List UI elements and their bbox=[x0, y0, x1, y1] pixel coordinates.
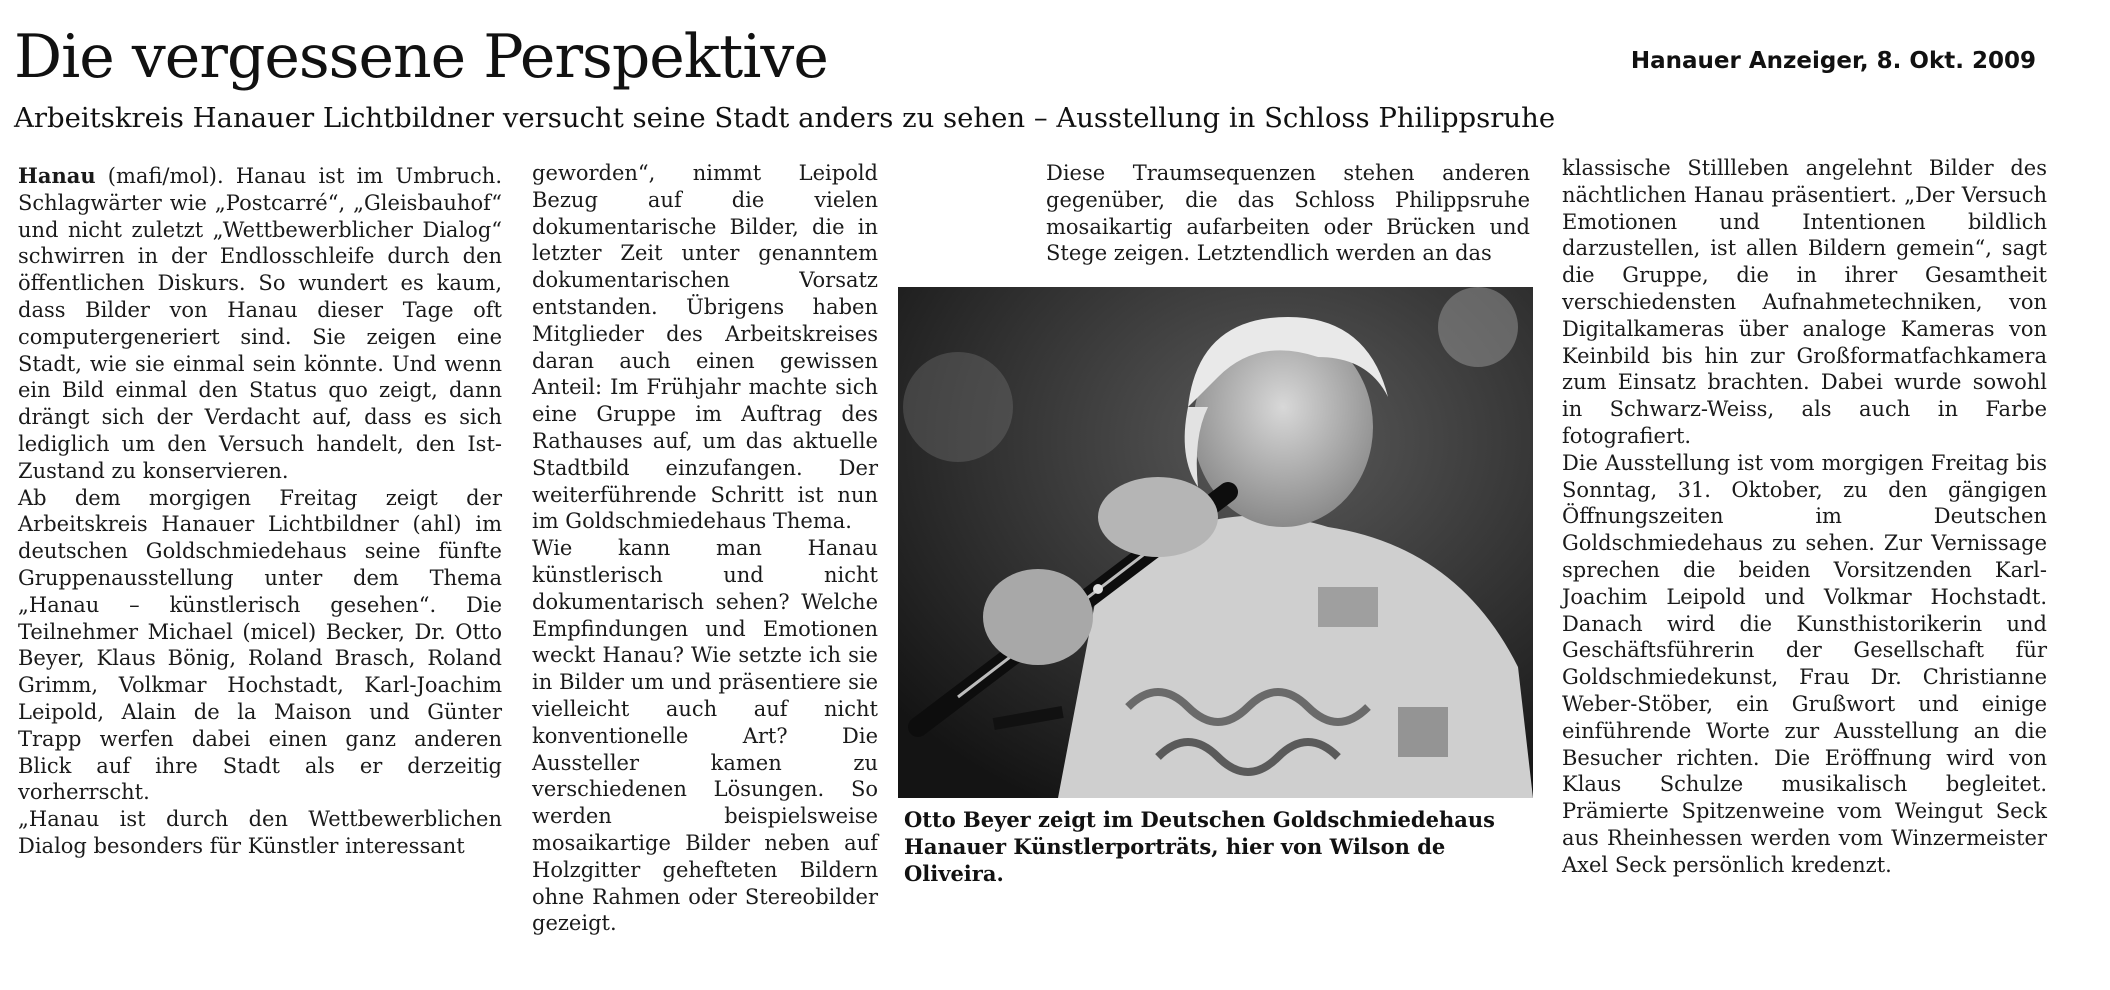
paragraph: klassische Stillleben angelehnt Bilder des nächtlichen Hanau präsentiert. „Der Versuch Emotionen und Intentionen bildlich darzustellen, ist allen Bildern gemein“, sagt die Gruppe, die in ihrer Gesamtheit verschiedensten Aufnahmetechniken, von Digitalkameras über analoge Kameras von Keinbild bis hin zur Großformatfachkamera zum Einsatz brachten. Dabei wurde sowohl in Schwarz-Weiss, als auch in Farbe fotografiert. bbox=[1562, 156, 2047, 448]
article-column-1 bbox=[18, 163, 502, 860]
photo-caption: Otto Beyer zeigt im Deutschen Goldschmiedehaus Hanauer Künstlerporträts, hier von Wilson de Oliveira. bbox=[904, 807, 1495, 886]
headline: Die vergessene Perspektive bbox=[14, 22, 828, 92]
article-column-2 bbox=[532, 160, 878, 937]
paragraph-text: (mafi/mol). Hanau ist im Umbruch. Schlagwärter wie „Postcarré“, „Gleisbauhof“ und nicht zuletzt „Wettbewerblicher Dialog“ schwirren in der Endlosschleife durch den öffentlichen Diskurs. So wundert es kaum, dass Bilder von Hanau dieser Tage oft computergeneriert sind. Sie zeigen eine Stadt, wie sie einmal sein könnte. Und wenn ein Bild einmal den Status quo zeigt, dann drängt sich der Verdacht auf, dass es sich lediglich um den Versuch handelt, den Ist-Zustand zu konservieren. bbox=[18, 164, 502, 483]
paragraph bbox=[18, 163, 502, 485]
paragraph: Die Ausstellung ist vom morgigen Freitag bis Sonntag, 31. Oktober, zu den gängigen Öffnungszeiten im Deutschen Goldschmiedehaus zu sehen. Zur Vernissage sprechen die beiden Vorsitzenden Karl-Joachim Leipold und Volkmar Hochstadt. Danach wird die Kunsthistorikerin und Geschäftsführerin der Gesellschaft für Goldschmiedekunst, Frau Dr. Christianne Weber-Stöber, ein Grußwort und einige einführende Worte zur Ausstellung an die Besucher richten. Die Eröffnung wird von Klaus Schulze musikalisch begleitet. Prämierte Spitzenweine vom Weingut Seck aus Rheinhessen werden vom Winzermeister Axel Seck persönlich kredenzt. bbox=[1562, 450, 2047, 877]
paragraph: Ab dem morgigen Freitag zeigt der Arbeitskreis Hanauer Lichtbildner (ahl) im deutschen Goldschmiedehaus seine fünfte Gruppenausstellung unter dem Thema „Hanau – künstlerisch gesehen“. Die Teilnehmer Michael (micel) Becker, Dr. Otto Beyer, Klaus Bönig, Roland Brasch, Roland Grimm, Volkmar Hochstadt, Karl-Joachim Leipold, Alain de la Maison und Günter Trapp werfen dabei einen ganz anderen Blick auf ihre Stadt als er derzeitig vorherrscht. bbox=[18, 485, 502, 805]
paragraph: „Hanau ist durch den Wettbewerblichen Dialog besonders für Künstler interessant bbox=[18, 807, 502, 858]
musician-photo bbox=[898, 287, 1533, 798]
article-column-4 bbox=[1562, 155, 2047, 879]
paragraph: Diese Traumsequenzen stehen anderen gegenüber, die das Schloss Philippsruhe mosaikartig aufarbeiten oder Brücken und Stege zeigen. Letztendlich werden an das bbox=[1046, 161, 1530, 266]
paragraph: geworden“, nimmt Leipold Bezug auf die vielen dokumentarische Bilder, die in letzter Zeit unter genanntem dokumentarischen Vorsatz entstanden. Übrigens haben Mitglieder des Arbeitskreises daran auch einen gewissen Anteil: Im Frühjahr machte sich eine Gruppe im Auftrag des Rathauses auf, um das aktuelle Stadtbild einzufangen. Der weiterführende Schritt ist nun im Goldschmiedehaus Thema. bbox=[532, 161, 878, 534]
source-line: Hanauer Anzeiger, 8. Okt. 2009 bbox=[1630, 48, 2036, 74]
paragraph: Wie kann man Hanau künstlerisch und nicht dokumentarisch sehen? Welche Empfindungen und Emotionen weckt Hanau? Wie setzte ich sie in Bilder um und präsentiere sie vielleicht auch auf nicht konventionelle Art? Die Aussteller kamen zu verschiedenen Lösungen. So werden beispielsweise mosaikartige Bilder neben auf Holzgitter gehefteten Bildern ohne Rahmen oder Stereobilder gezeigt. bbox=[532, 536, 878, 936]
dateline: Hanau bbox=[18, 163, 96, 188]
photo-image bbox=[898, 287, 1533, 798]
article-column-3 bbox=[1046, 160, 1530, 267]
subheadline: Arbeitskreis Hanauer Lichtbildner versucht seine Stadt anders zu sehen – Ausstellung in Schloss Philippsruhe bbox=[14, 102, 1556, 134]
